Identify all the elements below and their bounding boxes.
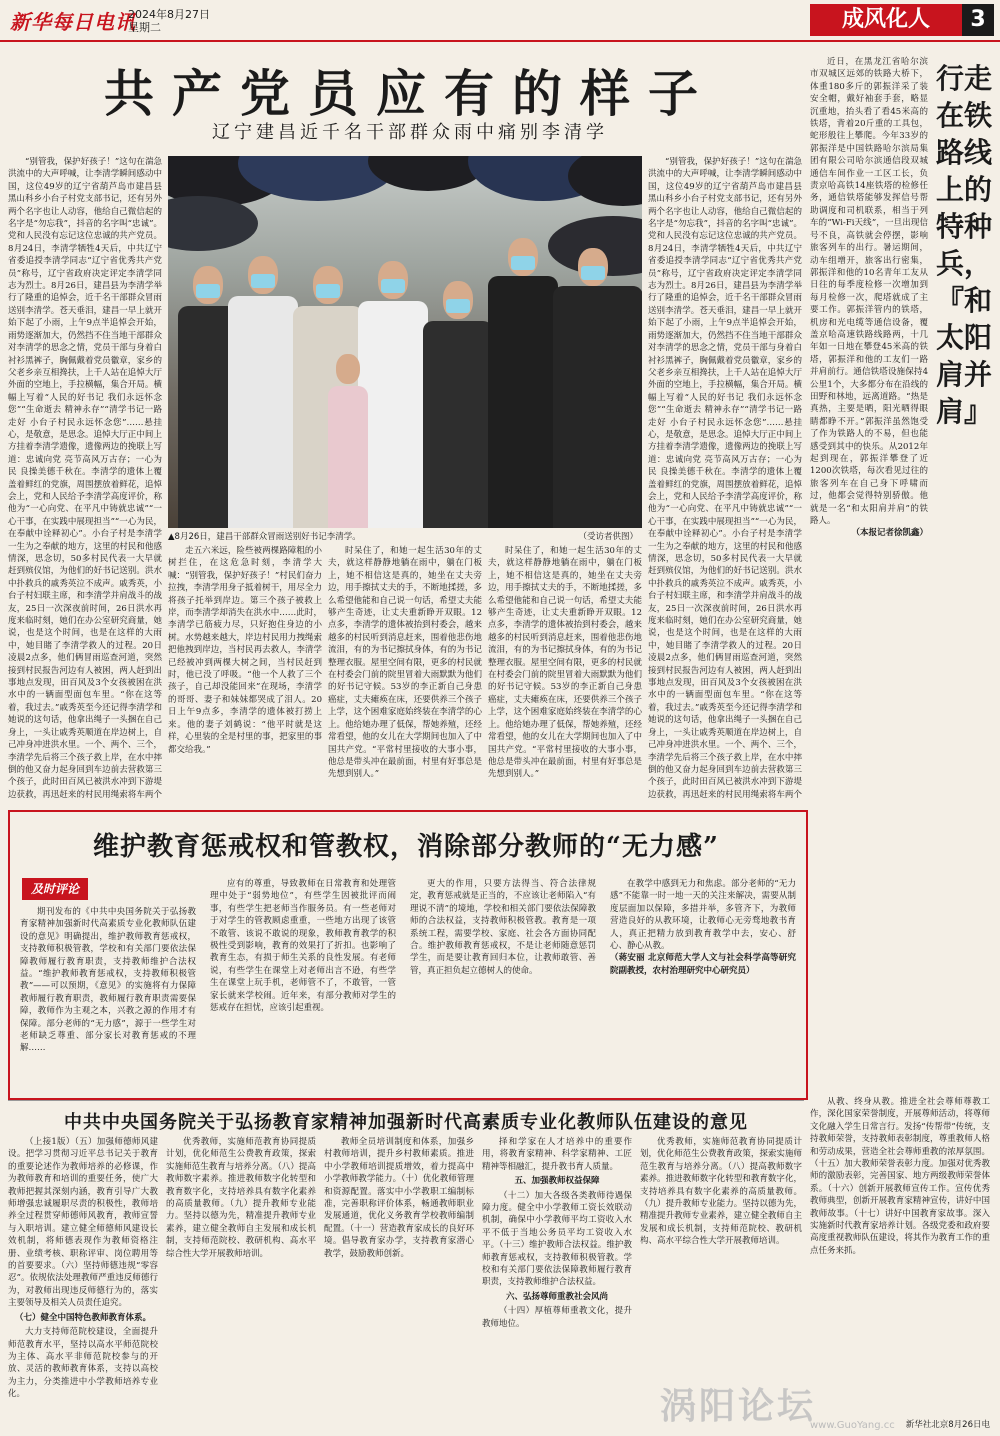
- funeral-photo: [168, 156, 642, 528]
- commentary-tag: 及时评论: [22, 878, 88, 900]
- document-subheading: 六、弘扬尊师重教社会风尚: [505, 1291, 608, 1302]
- lead-column-2: 走五六米远，险些被两棵路障粗的小树拦住，在这危急时刻，李清学大喊：“别管我，保护好孩子！”村民们奋力拉拽，李清学用身子抵着树干，用尽全力将孩子托举到岸边。第三个孩子被救上岸，而李清学却消失在洪水中……此时，李清学已筋疲力尽，只好抱住身边的小树。水势越来越大，岸边村民用力拽绳索把他拽到岸边，当村民再去救人，李清学已经被冲到两棵大树之间，当村民赶到时，他已没了呼吸。“他一个人救了三个孩子，自己却没能回来”在现场，李清学的哥哥、妻子和妹妹都哭成了泪人。20日上午9点多，李清学的遗体被打捞上来。他的妻子刘鹤说：“他平时就是这样，心里装的全是村里的事，把家里的事都交给我。”: [168, 546, 322, 755]
- watermark: 涡阳论坛: [660, 1386, 817, 1427]
- mask-shape: [251, 274, 275, 288]
- person-shape: [488, 276, 558, 528]
- commentary-column-1: 期刊发布的《中共中央国务院关于弘扬教育家精神加强新时代高素质专业化教师队伍建设的意见》明确提出，维护教师教育惩戒权，支持教师积极管教，学校和有关部门要依法保障教师履行教育职责，支持教师维护合法权益。“维护教师教育惩戒权，支持教师积极管教”——可以预期，《意见》的实施将有力保障教师履行教育职责，教师履行教育职责需要保障，教师作为主观之本，兴教之源的作用才有保障。部分老师的“无力感”，源于一些学生对老师缺乏尊重、部分家长对教育惩戒的不理解……: [20, 907, 196, 1054]
- photo-credit: （受访者供图）: [578, 532, 638, 542]
- newspaper-logo: 新华每日电讯: [10, 10, 136, 34]
- right-story-byline: （本报记者徐凯鑫）: [851, 528, 928, 539]
- face-shape: [336, 354, 360, 384]
- section-label: 成风化人: [810, 4, 962, 36]
- document-column-2: 优秀教师，实施师范教育协同提质计划，优化师范生公费教育政策，探索实施师范生教育与培养分离。（八）提高教师数字素养。推进教师数字化转型和教育数字化，支持培养具有数字化素养的高质量教师。（九）提升教师专业能力。坚持以德为先，精准提升教师专业素养，建立健全教师自主发展和成长机制，支持师范院校、教研机构、高水平综合性大学开展教师培训。: [166, 1137, 316, 1259]
- person-shape: [228, 296, 298, 528]
- document-subheading: 五、加强教师权益保障: [514, 1176, 600, 1187]
- person-shape: [553, 286, 642, 528]
- issue-date: 2024年8月27日: [128, 8, 210, 21]
- mask-shape: [196, 284, 220, 298]
- watermark-url: www.GuoYang.cc: [810, 1420, 895, 1431]
- person-shape: [358, 301, 428, 528]
- lead-headline: 共产党员应有的样子: [104, 64, 716, 123]
- photo-caption-text: ▲8月26日，建昌干部群众冒雨送别好书记李清学。: [168, 532, 361, 542]
- document-column-4: 择和学家在人才培养中的重要作用，将教育家精神、科学家精神、工匠精神等相融汇，提升教书育人质量。 五、加强教师权益保障 （十二）加大各级各类教师待遇保障力度。健全中小学教师工资长效联动机制，确保中小学教师平均工资收入水平不低于当地公务员平均工资收入水平。（十三）维护教师合法权益。维护教师教育惩戒权，支持教师积极管教。学校和有关部门要依法保障教师履行教育职责，支持教师维护合法权益。 六、弘扬尊师重教社会风尚 （十四）厚植尊师重教文化，提升教师地位。: [482, 1137, 632, 1329]
- umbrella-shape: [168, 196, 258, 251]
- commentary-column-2: 应有的尊重，导致教师在日常教育和处理管理中处于“弱势地位”，有些学生因被批评而闹事，有些学生把老师当作服务员。有一些老师对于对学生的管教顾虑重重，一些地方出现了该管不敢管、该说不敢说的现象，教师教育教学的积极性受到影响，教育的效果打了折扣。也影响了教育生态，有损于师生关系的良性发展。有老师说，有些学生在课堂上对老师出言不逊，有些学生在课堂上玩手机，老师管不了，不敢管，一管家长就来学校闹。近年来，有部分教师对学生的惩戒存在担忧，应该引起重视。: [210, 879, 396, 1014]
- section-divider: [8, 1100, 804, 1101]
- lead-column-4: 时呆住了，和她一起生活30年的丈夫，就这样静静地躺在雨中，躺在门板上，她不相信这是真的，她坐在丈夫旁边，用手擦拭丈夫的手，不断地揉搓，多么希望他能和自己说一句话，希望丈夫能够产生奇迹，让丈夫重新睁开双眼。12点多，李清学的遗体被抬到村委会，越来越多的村民听到消息赶来，围着他悲伤地流泪，有的为书记擦拭身体，有的为书记整理衣服。屋里空间有限，更多的村民就在村委会门前的院里冒着大雨默默为他们的好书记守候。53岁的李正新自己身患癌症，丈夫瘫痪在床，还要供养三个孩子上学，这个困难家庭始终装在李清学的心上。他给她办理了低保，帮她养殖，还经常看望，他的女儿在大学期间也加入了中国共产党。“平常村里接收的大事小事，他总是带头冲在最前面，村里有好事总是先想到别人。”: [488, 546, 642, 780]
- lead-column-5: “别管我，保护好孩子！”这句在湍急洪流中的大声呼喊，让李清学瞬间感动中国，这位49岁的辽宁省葫芦岛市建昌县黑山科乡小台子村党支部书记，还有另外两个名字也让人动容，他给自己微信起的名字是“勿忘我”，抖音的名字叫“忠诚”。党和人民没有忘记这位忠诚的共产党员。8月24日，李清学牺牲4天后，中共辽宁省委追授李清学同志“辽宁省优秀共产党员”称号，辽宁省政府决定评定李清学同志为烈士。8月26日，建昌县为李清学举行了隆重的追悼会，近千名干部群众冒雨送别李清学。苍天垂泪，建昌一早上就开始下起了小雨，上午9点半追悼会开始，雨势逐渐加大，仍然挡不住当地干部群众对李清学的思念之情，党员干部与身着白衬衫黑裤子，胸佩戴着党员徽章，家乡的父老乡亲互相搀扶，上千人站在追悼大厅外面的空地上，手拉横幅，集合开局。横幅上写着“人民的好书记 我们永远怀念您”“生命逝去 精神永存”“清学书记一路走好 小台子村民永远怀念您”……悬挂心，是敬意，是思念。追悼大厅正中间上方挂着李清学遗像，遗像两边的挽联上写道：忠诚向党 亮节高风万古存；一心为民 良操美德千秋在。李清学的遗体上覆盖着鲜红的党旗，周围摆放着鲜花，追悼会上，党和人民给予李清学高度评价，称他为“一心向党、在平凡中铸就忠诚”“一心干事，在实践中展现担当”“一心为民，在奉献中诠释初心”。小台子村是李清学一生为之奉献的地方，这里的村民和他感情深，思念切，50多村民代表一大早就赶到殡仪馆，为他们的好书记送别。洪水中扑救兵的戚秀英泣不成声。戚秀英，小台子村妇联主席，和李清学并肩战斗的战友，25日一次深夜前时间，26日洪水再度来临时刻，她们在办公室研究商量，她说，也是这个时间，也是在这样的大雨中，她目睹了李清学救人的过程。20日凌晨2点多，他们俩冒雨巡查河道，突然接到村民报告河边有人被困，两人赶到出事地点发现，田百风及3个女孩被困在洪水中的一辆面型面包车里。“你在这等着，我过去。”戚秀英至今还记得李清学和她说的这句话，他拿出绳子一头捆在自己身上，一头让戚秀英顺道在岸边树上，自己冲身冲进洪水里。一个、两个、三个，李清学先后将三个孩子救上岸，在水中摔倒的他又奋力起身回到车边前去营救第三个孩子，此时田百风已被洪水冲到下游堤边获救，再迅赶来的村民用绳索将车两个: [648, 157, 802, 800]
- right-story-column: 近日，在黑龙江省哈尔滨市双城区远郊的铁路大桥下，体重180多斤的郭振洋采了装安全帽，戴好袖套手套，略显沉重地，抬头看了看45米高的铁塔，背着20斤重的工具包，蛇形般往上攀爬。今年33岁的郭振洋是中国铁路哈尔滨局集团有限公司哈尔滨通信段双城通信车间作业一工区工长，负责京哈高铁14座铁塔的检修任务，通信铁塔能够发挥信号帮助调度和司机联系，相当于列车的“Wi-Fi天线”，一旦出现信号不良，高铁就会停摆，影响旅客列车的出行。暑运期间，动车组增开，旅客出行密集，郭振洋和他的10名青年工友从日往的每季度检修一次增加到每月检修一次，爬塔就成了主要工作。郭振洋管内的铁塔，机房和光电缆等通信设备，覆盖京哈高速铁路线路两，十几年如一日地在攀登45米高的铁塔，郭振洋和他的工友们一路并肩前行。通信铁塔设施保持4公里1个，大多都分布在沿线的田野和林地，远离道路。“热是真热，主要是晒，阳光晒得眼睛都睁不开。”郭振洋虽然饱受了作为铁路人的不易，但也能感受到其中的快乐。从2012年起到现在，郭振洋攀登了近1200次铁塔，每次看见过往的旅客列车在自己身下呼啸而过，他都会觉得特别骄傲。他就是一名“和太阳肩并肩”的铁路人。 （本报记者徐凯鑫）: [810, 57, 928, 539]
- commentary-column-3: 更大的作用，只要方法得当、符合法律规定，教育惩戒就是正当的，不应该让老师陷入“有理说不清”的境地，学校和相关部门要依法保障教师的合法权益，支持教师积极管教。教育是一项系统工程，需要学校、家庭、社会各方面协同配合。维护教师教育惩戒权，不是让老师随意惩罚学生，而是要让教育回归本位，让教师敢管、善管，真正担负起立德树人的使命。: [410, 879, 596, 976]
- mask-shape: [446, 299, 470, 313]
- document-title: 中共中央国务院关于弘扬教育家精神加强新时代高素质专业化教师队伍建设的意见: [64, 1112, 748, 1133]
- commentary-title: 维护教育惩戒权和管教权，消除部分教师的“无力感”: [93, 832, 719, 862]
- dateline-footer: 新华社北京8月26日电: [905, 1420, 990, 1430]
- mask-shape: [316, 284, 340, 298]
- right-story-vertical-title: 行走在铁路线上的特种兵，『和太阳肩并肩』: [935, 62, 992, 428]
- commentary-column-4: 在教学中感到无力和焦虑。部分老师的“无力感”不能靠一时一地一天的关注来解决，需要从制度层面加以保障，多措并举，多管齐下，为教师营造良好的从教环境，让教师心无旁骛地教书育人，真正把精力放到教育教学中去，安心、舒心、静心从教。 （蒋安丽 北京师范大学人文与社会科学高等研究院副教授，农村治理研究中心研究员）: [610, 879, 796, 976]
- document-column-3: 教师全员培训制度和体系，加强乡村教师培训，提升乡村教师素质。推进中小学教师培训提质增效，着力提高中小学教师教学能力。（十）优化教师管理和资源配置。落实中小学教职工编制标准，完善职称评价体系，畅通教师职业发展通道，优化义务教育学校教师编制配置。（十一）营造教育家成长的良好环境。倡导教育家办学，支持教育家潜心教学，鼓励教师创新。: [324, 1137, 474, 1259]
- lead-column-3: 时呆住了，和她一起生活30年的丈夫，就这样静静地躺在雨中，躺在门板上，她不相信这是真的，她坐在丈夫旁边，用手擦拭丈夫的手，不断地揉搓，多么希望他能和自己说一句话，希望丈夫能够产生奇迹，让丈夫重新睁开双眼。12点多，李清学的遗体被抬到村委会，越来越多的村民听到消息赶来，围着他悲伤地流泪，有的为书记擦拭身体，有的为书记整理衣服。屋里空间有限，更多的村民就在村委会门前的院里冒着大雨默默为他们的好书记守候。53岁的李正新自己身患癌症，丈夫瘫痪在床，还要供养三个孩子上学，这个困难家庭始终装在李清学的心上。他给她办理了低保，帮她养殖，还经常看望，他的女儿在大学期间也加入了中国共产党。“平常村里接收的大事小事，他总是带头冲在最前面，村里有好事总是先想到别人。”: [328, 546, 482, 780]
- commentary-byline: （蒋安丽 北京师范大学人文与社会科学高等研究院副教授，农村治理研究中心研究员）: [610, 953, 796, 976]
- issue-date-block: [128, 8, 210, 34]
- child-shape: [328, 386, 368, 528]
- lead-column-1: “别管我，保护好孩子！”这句在湍急洪流中的大声呼喊，让李清学瞬间感动中国，这位49岁的辽宁省葫芦岛市建昌县黑山科乡小台子村党支部书记，还有另外两个名字也让人动容，他给自己微信起的名字是“勿忘我”，抖音的名字叫“忠诚”。党和人民没有忘记这位忠诚的共产党员。8月24日，李清学牺牲4天后，中共辽宁省委追授李清学同志“辽宁省优秀共产党员”称号，辽宁省政府决定评定李清学同志为烈士。8月26日，建昌县为李清学举行了隆重的追悼会，近千名干部群众冒雨送别李清学。苍天垂泪，建昌一早上就开始下起了小雨，上午9点半追悼会开始，雨势逐渐加大，仍然挡不住当地干部群众对李清学的思念之情，党员干部与身着白衬衫黑裤子，胸佩戴着党员徽章，家乡的父老乡亲互相搀扶，上千人站在追悼大厅外面的空地上，手拉横幅，集合开局。横幅上写着“人民的好书记 我们永远怀念您”“生命逝去 精神永存”“清学书记一路走好 小台子村民永远怀念您”……悬挂心，是敬意，是思念。追悼大厅正中间上方挂着李清学遗像，遗像两边的挽联上写道：忠诚向党 亮节高风万古存；一心为民 良操美德千秋在。李清学的遗体上覆盖着鲜红的党旗，周围摆放着鲜花，追悼会上，党和人民给予李清学高度评价，称他为“一心向党、在平凡中铸就忠诚”“一心干事，在实践中展现担当”“一心为民，在奉献中诠释初心”。小台子村是李清学一生为之奉献的地方，这里的村民和他感情深，思念切，50多村民代表一大早就赶到殡仪馆，为他们的好书记送别。洪水中扑救兵的戚秀英泣不成声。戚秀英，小台子村妇联主席，和李清学并肩战斗的战友，25日一次深夜前时间，26日洪水再度来临时刻，她们在办公室研究商量，她说，也是这个时间，也是在这样的大雨中，她目睹了李清学救人的过程。20日凌晨2点多，他们俩冒雨巡查河道，突然接到村民报告河边有人被困，两人赶到出事地点发现，田百风及3个女孩被困在洪水中的一辆面型面包车里。“你在这等着，我过去。”戚秀英至今还记得李清学和她说的这句话，他拿出绳子一头捆在自己身上，一头让戚秀英顺道在岸边树上，自己冲身冲进洪水里。一个、两个、三个，李清学先后将三个孩子救上岸，在水中摔倒的他又奋力起身回到车边前去营救第三个孩子，此时田百风已被洪水冲到下游堤边获救，再迅赶来的村民用绳索将车两个: [8, 157, 162, 800]
- mask-shape: [511, 256, 535, 270]
- document-column-5: 优秀教师，实施师范教育协同提质计划，优化师范生公费教育政策，探索实施师范生教育与培养分离。（八）提高教师数字素养。推进教师数字化转型和教育数字化，支持培养具有数字化素养的高质量教师。（九）提升教师专业能力。坚持以德为先，精准提升教师专业素养，建立健全教师自主发展和成长机制，支持师范院校、教研机构、高水平综合性大学开展教师培训。: [640, 1137, 802, 1247]
- document-column-1: （上接1版）（五）加强师德师风建设。把学习贯彻习近平总书记关于教育的重要论述作为教师培养的必修课，作为教师教育和培训的重要任务，使广大教师把握其深刻内涵，教育引导广大教师增强忠诚履职尽责的积极性，教师培养全过程贯穿师德师风教育，教师宣誓与入职培训。建立健全师德师风建设长效机制，将师德表现作为教师资格注册、业绩考核、职称评审、岗位聘用等的首要要求。（六）坚持师德违规“零容忍”。依规依法处理教师严重违反师德行为，对教师出现违反师德行为的，落实主要领导及相关人员责任追究。 （七）健全中国特色教师教育体系。 大力支持师范院校建设，全面提升师范教育水平，坚持以高水平师范院校为主体、高水平非师范院校参与的开放、灵活的教师教育体系，支持以高校为主力，分类推进中小学教师培养专业化。: [8, 1137, 158, 1400]
- mask-shape: [381, 279, 405, 293]
- document-subheading: （七）健全中国特色教师教育体系。: [14, 1312, 151, 1323]
- issue-weekday: 星期二: [128, 21, 161, 34]
- person-shape: [423, 321, 493, 528]
- lead-subhead: 辽宁建昌近千名干部群众雨中痛别李清学: [212, 122, 608, 143]
- document-column-6: 从教、终身从教。推进全社会尊师尊教工作，深化国家荣誉制度，开展尊师活动，将尊师文化融入学生日常言行。发扬“传帮带”传统，支持教师荣誉，支持教师表彰制度，尊重教师人格和劳动成果，营造全社会尊师重教的浓厚氛围。（十五）加大教师荣誉表彰力度。加强对优秀教师的激励表彰，完善国家、地方两级教师荣誉体系。（十六）创新开展教师宣传工作。宣传优秀教师典型，创新开展教育家精神宣传，讲好中国教师故事。（十七）讲好中国教育家故事。深入实施新时代教育家培养计划。各级党委和政府要高度重视教师队伍建设，将其作为教育工作的重点任务来抓。: [810, 1097, 990, 1256]
- mask-shape: [581, 266, 605, 280]
- photo-caption: [168, 530, 642, 542]
- page-number: 3: [962, 4, 994, 36]
- umbrella-shape: [568, 156, 642, 206]
